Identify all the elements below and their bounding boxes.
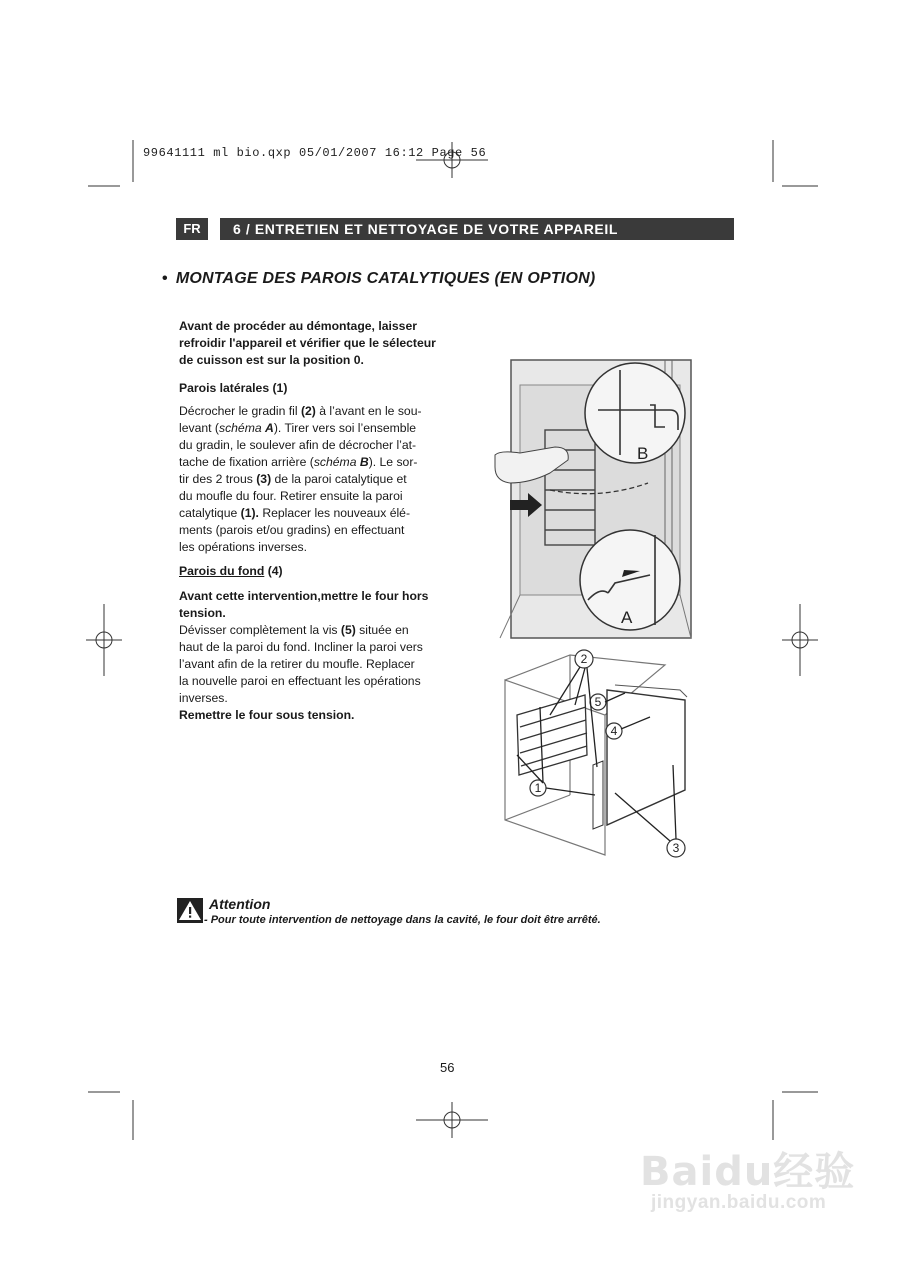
fond-paragraph [179, 588, 449, 724]
intro-line: de cuisson est sur la position 0. [179, 353, 364, 367]
warning-triangle-icon [177, 898, 203, 923]
text-line: l’avant afin de la retirer du moufle. Replacer [179, 657, 415, 671]
print-header: 99641111 ml bio.qxp 05/01/2007 16:12 Page 56 [143, 146, 487, 160]
intro-line: refroidir l'appareil et vérifier que le sélecteur [179, 336, 436, 350]
text-line: tension. [179, 606, 226, 620]
callout-5: 5 [594, 695, 602, 709]
attention-text: - Pour toute intervention de nettoyage dans la cavité, le four doit être arrêté. [204, 914, 601, 926]
text-line: du moufle du four. Retirer ensuite la paroi [179, 489, 403, 503]
language-tag: FR [176, 218, 208, 240]
attention-title: Attention [209, 896, 271, 912]
callout-4: 4 [610, 724, 618, 738]
text-line: tir des 2 trous (3) de la paroi catalytique et [179, 472, 407, 486]
page-number: 56 [440, 1060, 455, 1075]
oven-side-wall-illustration [490, 355, 700, 645]
text-line: haut de la paroi du fond. Incliner la paroi vers [179, 640, 423, 654]
lateral-paragraph [179, 403, 449, 556]
heading-text: MONTAGE DES PAROIS CATALYTIQUES (EN OPTION) [175, 270, 596, 287]
page-heading [162, 270, 595, 288]
text-line: Avant cette intervention,mettre le four hors [179, 589, 429, 603]
text-line: inverses. [179, 691, 228, 705]
lateral-title: Parois latérales (1) [179, 381, 288, 395]
catalytic-walls-illustration [495, 645, 705, 865]
callout-2: 2 [580, 652, 588, 666]
text-line: tache de fixation arrière (schéma B). Le sor- [179, 455, 418, 469]
text-line: les opérations inverses. [179, 540, 308, 554]
bullet: • [162, 270, 168, 287]
text-line: Décrocher le gradin fil (2) à l’avant en le sou- [179, 404, 422, 418]
text-line: Remettre le four sous tension. [179, 708, 355, 722]
section-title: 6 / ENTRETIEN ET NETTOYAGE DE VOTRE APPAREIL [220, 218, 734, 240]
callout-1: 1 [534, 781, 542, 795]
intro-line: Avant de procéder au démontage, laisser [179, 319, 417, 333]
watermark-logo: Baidu经验 [640, 1149, 856, 1195]
text-line: du gradin, le soulever afin de décrocher l’at- [179, 438, 417, 452]
detail-label-a: A [621, 608, 633, 627]
text-line: ments (parois et/ou gradins) en effectuant [179, 523, 405, 537]
text-line: levant (schéma A). Tirer vers soi l’ensemble [179, 421, 417, 435]
fond-title: Parois du fond (4) [179, 564, 283, 578]
watermark-url: jingyan.baidu.com [651, 1192, 827, 1213]
text-line: la nouvelle paroi en effectuant les opérations [179, 674, 421, 688]
text-line: Dévisser complètement la vis (5) située en [179, 623, 409, 637]
callout-3: 3 [672, 841, 680, 855]
text-line: catalytique (1). Replacer les nouveaux élé- [179, 506, 411, 520]
detail-label-b: B [637, 444, 649, 463]
intro-paragraph [179, 318, 449, 369]
